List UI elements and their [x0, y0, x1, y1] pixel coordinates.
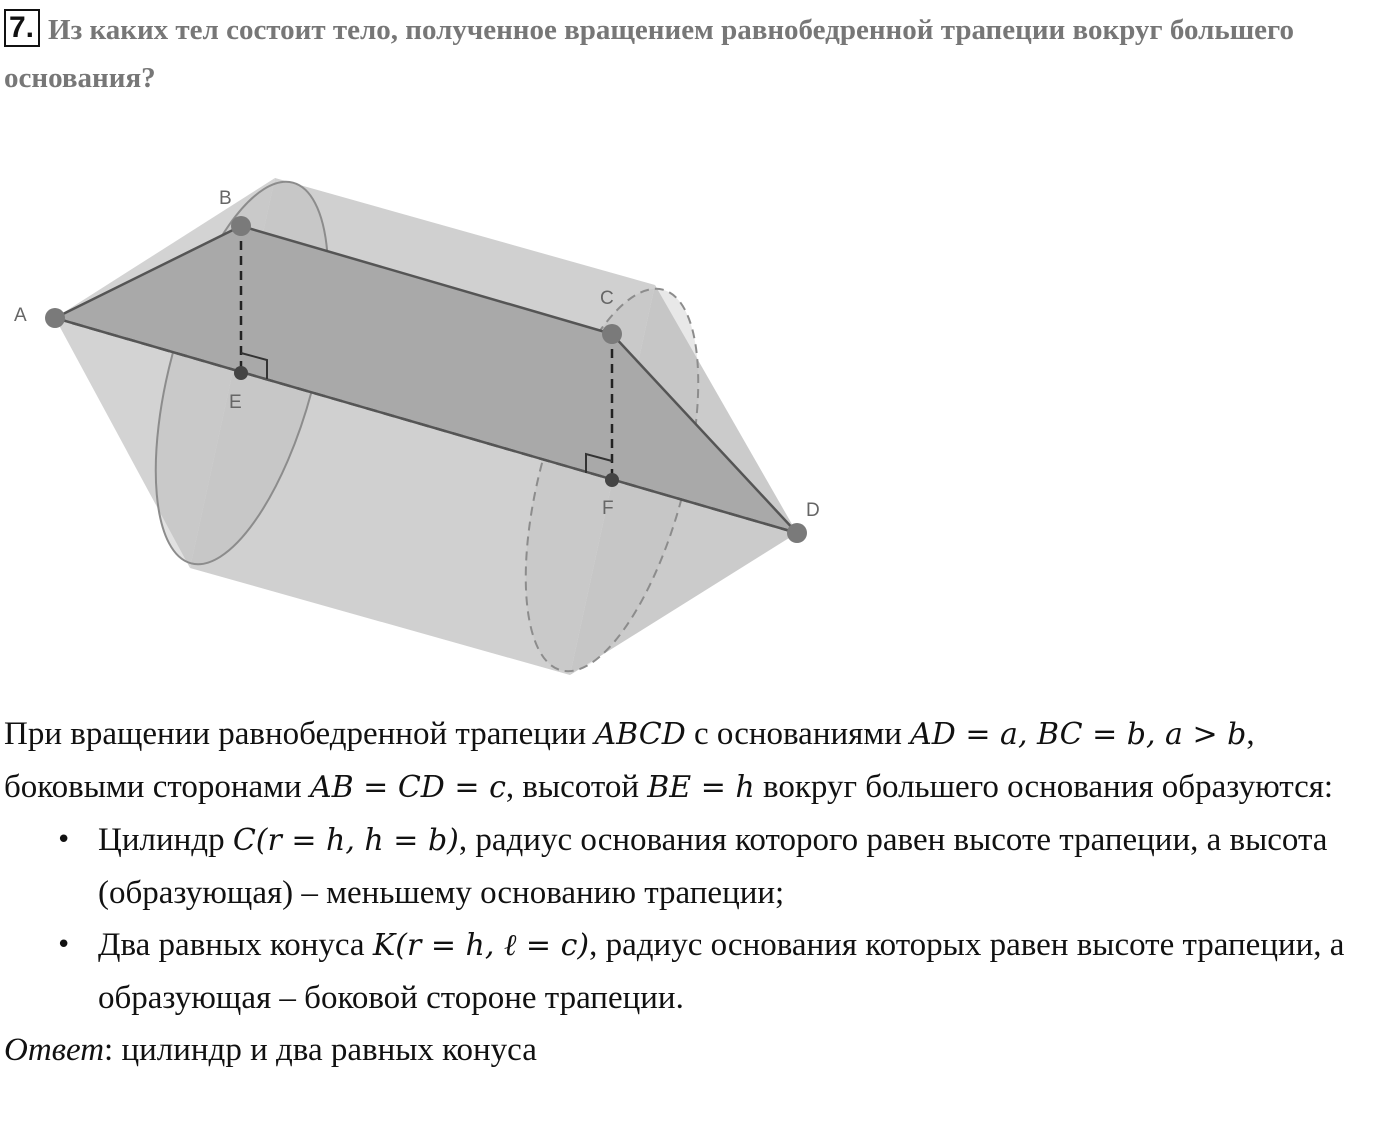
- cylinder-text-2: , радиус основания которого равен высоте трапеции, а высота (образующая) – меньшему основанию трапеции;: [98, 822, 1328, 911]
- answer-text: : цилиндр и два равных конуса: [104, 1032, 537, 1068]
- task-question: Из каких тел состоит тело, полученное вращением равнобедренной трапеции вокруг большего основания?: [4, 14, 1294, 94]
- intro-text-1: При вращении равнобедренной трапеции: [4, 716, 595, 752]
- cylinder-text-1: Цилиндр: [98, 822, 233, 858]
- intro-text-2: с основаниями: [685, 716, 911, 752]
- cones-math: K(r = h, ℓ = c): [372, 928, 590, 963]
- intro-math-height: BE = h: [647, 770, 755, 805]
- answer-line: [4, 1024, 1396, 1076]
- solution-text: [4, 708, 1396, 1076]
- cones-text-2: , радиус основания которых равен высоте трапеции, а образующая – боковой стороне трапеции.: [98, 927, 1345, 1016]
- solution-intro: [4, 708, 1396, 814]
- intro-text-5: вокруг большего основания образуются:: [754, 769, 1334, 805]
- answer-label: Ответ: [4, 1032, 105, 1068]
- point-e: [234, 366, 248, 380]
- bullet-icon: •: [56, 930, 72, 960]
- solids-list: [4, 814, 1396, 1024]
- point-d: [787, 523, 807, 543]
- point-b: [231, 216, 251, 236]
- label-e: E: [229, 392, 242, 413]
- list-item-cylinder: [4, 814, 1396, 919]
- intro-math-abcd: ABCD: [594, 717, 686, 752]
- trapezoid-rotation-diagram: [0, 170, 840, 685]
- intro-math-sides: AB = CD = c: [309, 770, 506, 805]
- point-f: [605, 473, 619, 487]
- point-a: [45, 308, 65, 328]
- point-c: [602, 324, 622, 344]
- list-item-cones: [4, 919, 1396, 1024]
- label-d: D: [806, 500, 820, 521]
- bullet-icon: •: [56, 825, 72, 855]
- cylinder-math: C(r = h, h = b): [232, 823, 459, 858]
- intro-text-4: , высотой: [505, 769, 648, 805]
- intro-text-3: , боковыми сторонами: [4, 716, 1255, 805]
- cones-text-1: Два равных конуса: [98, 927, 373, 963]
- task-header: [4, 6, 1394, 102]
- task-number: 7.: [4, 9, 40, 47]
- intro-math-bases: AD = a, BC = b, a > b: [910, 717, 1247, 752]
- label-a: A: [14, 305, 27, 326]
- label-c: C: [600, 288, 614, 309]
- label-b: B: [219, 188, 232, 209]
- label-f: F: [602, 498, 614, 519]
- rotation-figure: [0, 170, 840, 690]
